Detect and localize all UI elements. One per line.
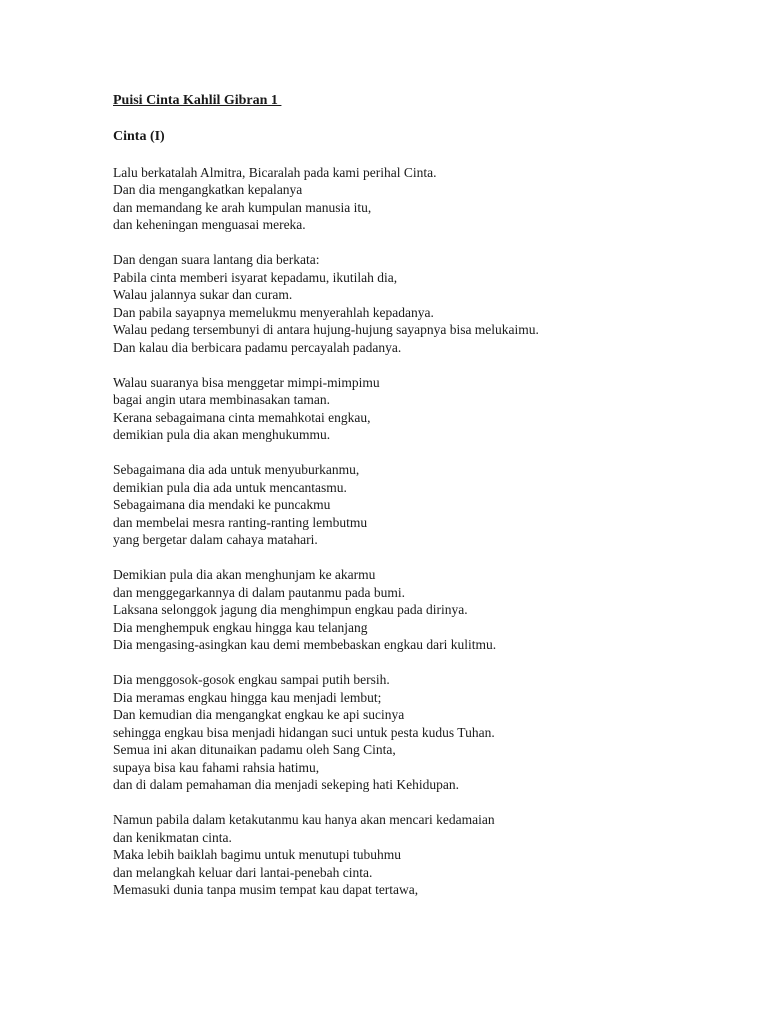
- poem-line: supaya bisa kau fahami rahsia hatimu,: [113, 759, 320, 775]
- poem-stanza: [113, 671, 733, 794]
- poem-body: [113, 164, 733, 899]
- document-page: [113, 92, 733, 899]
- poem-line: Dan pabila sayapnya memelukmu menyerahlah kepadanya.: [113, 304, 434, 320]
- section-title: Cinta (I): [113, 129, 165, 144]
- poem-stanza: [113, 251, 733, 356]
- poem-line: Maka lebih baiklah bagimu untuk menutupi tubuhmu: [113, 847, 401, 862]
- poem-stanza: [113, 374, 733, 444]
- poem-line: Pabila cinta memberi isyarat kepadamu, ikutilah dia,: [113, 269, 398, 285]
- poem-line: bagai angin utara membinasakan taman.: [113, 392, 331, 407]
- poem-line: demikian pula dia ada untuk mencantasmu.: [113, 479, 347, 495]
- poem-line: Dan dia mengangkatkan kepalanya: [113, 182, 303, 197]
- poem-line: dan di dalam pemahaman dia menjadi sekeping hati Kehidupan.: [113, 777, 460, 792]
- poem-line: sehingga engkau bisa menjadi hidangan suci untuk pesta kudus Tuhan.: [113, 724, 495, 740]
- poem-stanza: [113, 566, 733, 654]
- poem-line: yang bergetar dalam cahaya matahari.: [113, 532, 318, 547]
- document-title: Puisi Cinta Kahlil Gibran 1: [113, 93, 282, 108]
- poem-line: dan kenikmatan cinta.: [113, 829, 232, 845]
- poem-line: Sebagaimana dia mendaki ke puncakmu: [113, 497, 331, 512]
- poem-line: dan memandang ke arah kumpulan manusia itu,: [113, 199, 372, 215]
- poem-stanza: [113, 461, 733, 549]
- poem-line: dan melangkah keluar dari lantai-penebah cinta.: [113, 864, 373, 880]
- poem-line: Dia meramas engkau hingga kau menjadi lembut;: [113, 689, 382, 705]
- poem-line: dan membelai mesra ranting-ranting lembutmu: [113, 514, 368, 530]
- poem-line: demikian pula dia akan menghukummu.: [113, 427, 331, 442]
- poem-stanza: [113, 811, 733, 899]
- poem-line: Sebagaimana dia ada untuk menyuburkanmu,: [113, 462, 360, 477]
- poem-line: Demikian pula dia akan menghunjam ke akarmu: [113, 567, 376, 582]
- poem-line: Kerana sebagaimana cinta memahkotai engkau,: [113, 409, 371, 425]
- poem-line: Memasuki dunia tanpa musim tempat kau dapat tertawa,: [113, 882, 419, 897]
- poem-line: dan keheningan menguasai mereka.: [113, 217, 306, 232]
- poem-line: Dia menghempuk engkau hingga kau telanjang: [113, 619, 368, 635]
- poem-line: Walau pedang tersembunyi di antara hujung-hujung sayapnya bisa melukaimu.: [113, 322, 539, 337]
- poem-line: Dan dengan suara lantang dia berkata:: [113, 252, 320, 267]
- poem-line: Namun pabila dalam ketakutanmu kau hanya akan mencari kedamaian: [113, 812, 495, 827]
- poem-line: Dan kemudian dia mengangkat engkau ke api sucinya: [113, 707, 405, 722]
- poem-line: Lalu berkatalah Almitra, Bicaralah pada kami perihal Cinta.: [113, 164, 437, 180]
- poem-line: Dia mengasing-asingkan kau demi membebaskan engkau dari kulitmu.: [113, 637, 497, 652]
- poem-line: dan menggegarkannya di dalam pautanmu pada bumi.: [113, 584, 406, 600]
- poem-line: Dia menggosok-gosok engkau sampai putih bersih.: [113, 672, 390, 687]
- poem-stanza: [113, 164, 733, 234]
- poem-line: Semua ini akan ditunaikan padamu oleh Sang Cinta,: [113, 742, 396, 757]
- poem-line: Dan kalau dia berbicara padamu percayalah padanya.: [113, 339, 402, 355]
- poem-line: Laksana selonggok jagung dia menghimpun engkau pada dirinya.: [113, 602, 468, 617]
- poem-line: Walau jalannya sukar dan curam.: [113, 287, 293, 302]
- poem-line: Walau suaranya bisa menggetar mimpi-mimpimu: [113, 374, 380, 390]
